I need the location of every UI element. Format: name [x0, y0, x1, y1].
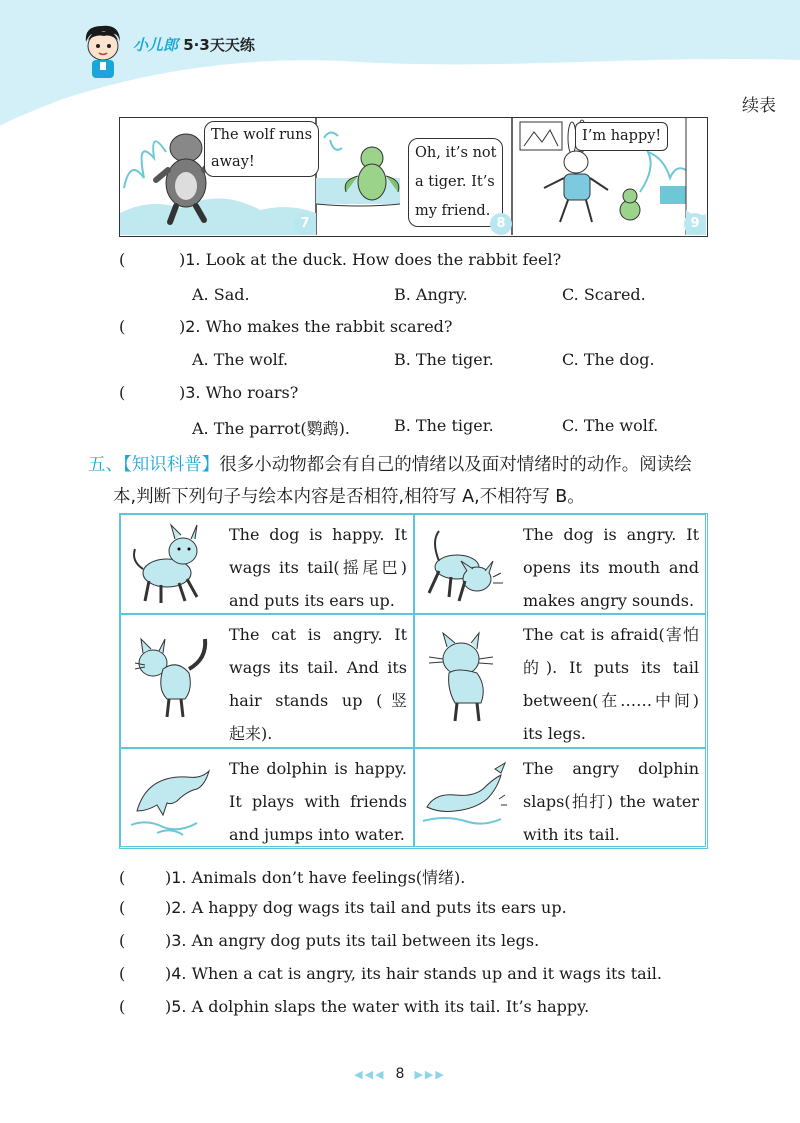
question-4-3: ( )3. Who roars?	[119, 383, 299, 402]
right-arrows-icon: ▶▶▶	[414, 1068, 446, 1081]
happy-dog-icon	[127, 521, 215, 607]
option-c: C. The wolf.	[562, 416, 659, 435]
speech-bubble-9: I’m happy!	[575, 122, 668, 151]
question-5-2: ( )2. A happy dog wags its tail and puts its ears up.	[119, 898, 567, 917]
angry-dog-icon	[421, 521, 509, 607]
answer-blank[interactable]: (	[119, 250, 126, 269]
answer-blank[interactable]: (	[119, 964, 126, 983]
panel-number-9: 9	[684, 213, 706, 235]
brand-name: 小儿郎	[133, 36, 179, 54]
angry-cat-icon	[127, 629, 215, 729]
cell-text: The angry dolphin slaps(拍打) the water with its tail.	[523, 759, 699, 844]
speech-bubble-7: The wolf runs away!	[204, 121, 319, 177]
page-footer	[0, 1066, 800, 1082]
question-4-2: ( )2. Who makes the rabbit scared?	[119, 317, 453, 336]
option-a: A. The wolf.	[192, 350, 289, 369]
cell-text: The dog is happy. It wags its tail(摇尾巴) and puts its ears up.	[229, 525, 407, 610]
mascot-logo-icon	[80, 22, 126, 80]
question-5-4: ( )4. When a cat is angry, its hair stands up and it wags its tail.	[119, 964, 662, 983]
cell-text: The cat is angry. It wags its tail. And its hair stands up (竖 起来).	[229, 625, 407, 743]
cell-text: The dog is angry. It opens its mouth and makes angry sounds.	[523, 525, 699, 610]
option-b: B. Angry.	[394, 285, 468, 304]
cell-text: The cat is afraid(害怕 的). It puts its tail between(在……中间) its legs.	[523, 625, 699, 743]
cell-dog-happy	[120, 514, 414, 614]
question-5-1: ( )1. Animals don’t have feelings(情绪).	[119, 868, 466, 887]
question-4-1: ( )1. Look at the duck. How does the rabbit feel?	[119, 250, 562, 269]
left-arrows-icon: ◀◀◀	[354, 1068, 386, 1081]
answer-blank[interactable]: (	[119, 898, 126, 917]
panel-number-7: 7	[294, 213, 316, 235]
cell-dog-angry	[414, 514, 706, 614]
question-5-3: ( )3. An angry dog puts its tail between its legs.	[119, 931, 540, 950]
option-a: A. Sad.	[192, 285, 250, 304]
series-name: 5·3天天练	[183, 36, 255, 54]
panel-number-8: 8	[490, 213, 512, 235]
cell-cat-afraid	[414, 614, 706, 748]
option-a: A. The parrot(鹦鹉).	[192, 419, 350, 438]
happy-dolphin-icon	[127, 755, 215, 841]
continued-label: 续表	[742, 96, 776, 116]
cell-dolphin-angry	[414, 748, 706, 847]
answer-blank[interactable]: (	[119, 868, 126, 887]
option-b: B. The tiger.	[394, 416, 494, 435]
option-c: C. The dog.	[562, 350, 655, 369]
angry-dolphin-icon	[421, 755, 509, 841]
option-b: B. The tiger.	[394, 350, 494, 369]
page-number: 8	[395, 1066, 405, 1082]
section-number: 五、	[88, 455, 123, 475]
speech-bubble-8: Oh, it’s not a tiger. It’s my friend.	[408, 138, 503, 227]
option-c: C. Scared.	[562, 285, 646, 304]
answer-blank[interactable]: (	[119, 383, 126, 402]
cell-cat-angry	[120, 614, 414, 748]
section-tag: 【知识科普】	[123, 455, 220, 475]
answer-blank[interactable]: (	[119, 317, 126, 336]
answer-blank[interactable]: (	[119, 997, 126, 1016]
brand-title	[133, 34, 255, 55]
question-5-5: ( )5. A dolphin slaps the water with its tail. It’s happy.	[119, 997, 590, 1016]
answer-blank[interactable]: (	[119, 931, 126, 950]
comic-strip	[119, 117, 708, 237]
afraid-cat-icon	[421, 629, 509, 729]
parrot-icon	[316, 132, 400, 206]
picture-book-table	[119, 513, 708, 849]
cell-dolphin-happy	[120, 748, 414, 847]
cell-text: The dolphin is happy. It plays with friends and jumps into water.	[229, 759, 407, 844]
section-5-instructions: 五、【知识科普】很多小动物都会有自己的情绪以及面对情绪时的动作。阅读绘 本,判断下列句子与绘本内容是否相符,相符写 A,不相符写 B。	[88, 455, 692, 507]
